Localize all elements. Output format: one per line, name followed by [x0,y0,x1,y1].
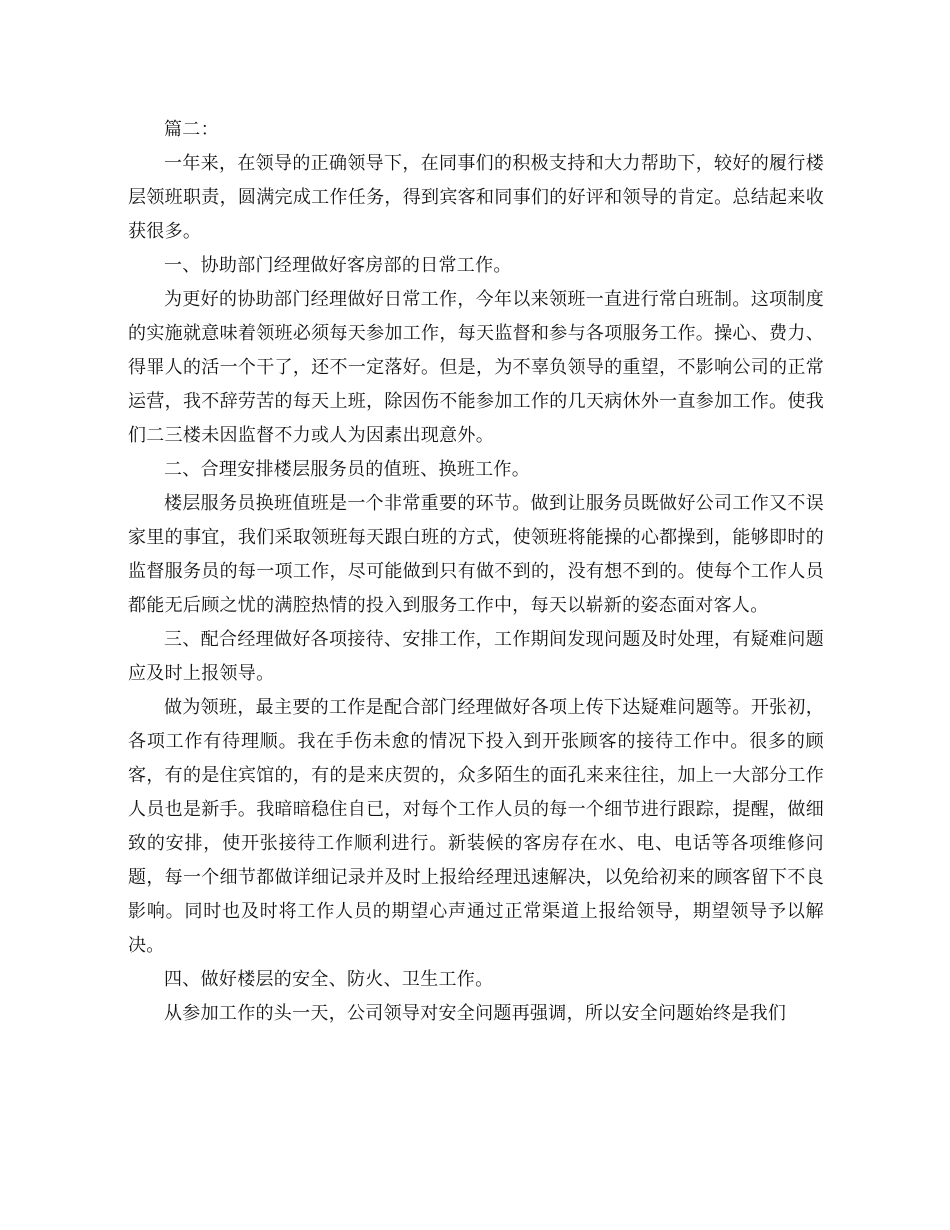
section-heading-part-two: 篇二： [164,119,219,140]
section-heading-two: 二、合理安排楼层服务员的值班、换班工作。 [164,459,530,480]
body-paragraph: 做为领班，最主要的工作是配合部门经理做好各项上传下达疑难问题等。开张初，各项工作有待理顺。我在手伤未愈的情况下投入到开张顾客的接待工作中。很多的顾客，有的是住宾馆的，有的是来庆贺的，众多陌生的面孔来来往往，加上一大部分工作人员也是新手。我暗暗稳住自已，对每个工作人员的每一个细节进行跟踪，提醒，做细致的安排，使开张接待工作顺利进行。新装候的客房存在水、电、电话等各项维修问题，每一个细节都做详细记录并及时上报给经理迅速解决，以免给初来的顾客留下不良影响。同时也及时将工作人员的期望心声通过正常渠道上报给领导，期望领导予以解决。 [128,697,824,956]
body-paragraph: 为更好的协助部门经理做好日常工作，今年以来领班一直进行常白班制。这项制度的实施就意味着领班必须每天参加工作，每天监督和参与各项服务工作。操心、费力、得罪人的活一个干了，还不一定落好。但是，为不辜负领导的重望，不影响公司的正常运营，我不辞劳苦的每天上班，除因伤不能参加工作的几天病休外一直参加工作。使我们二三楼未因监督不力或人为因素出现意外。 [128,289,824,446]
intro-paragraph: 一年来，在领导的正确领导下，在同事们的积极支持和大力帮助下，较好的履行楼层领班职责，圆满完成工作任务，得到宾客和同事们的好评和领导的肯定。总结起来收获很多。 [128,153,824,242]
section-heading-three: 三、配合经理做好各项接待、安排工作，工作期间发现问题及时处理，有疑难问题应及时上报领导。 [128,629,824,684]
section-heading-one: 一、协助部门经理做好客房部的日常工作。 [164,255,512,276]
body-paragraph: 楼层服务员换班值班是一个非常重要的环节。做到让服务员既做好公司工作又不误家里的事宜，我们采取领班每天跟白班的方式，使领班将能操的心都操到，能够即时的监督服务员的每一项工作，尽可能做到只有做不到的，没有想不到的。使每个工作人员都能无后顾之忧的满腔热情的投入到服务工作中，每天以崭新的姿态面对客人。 [128,493,824,616]
document-body [128,113,824,1031]
body-paragraph: 从参加工作的头一天，公司领导对安全问题再强调，所以安全问题始终是我们 [164,1003,787,1024]
section-heading-four: 四、做好楼层的安全、防火、卫生工作。 [164,969,494,990]
